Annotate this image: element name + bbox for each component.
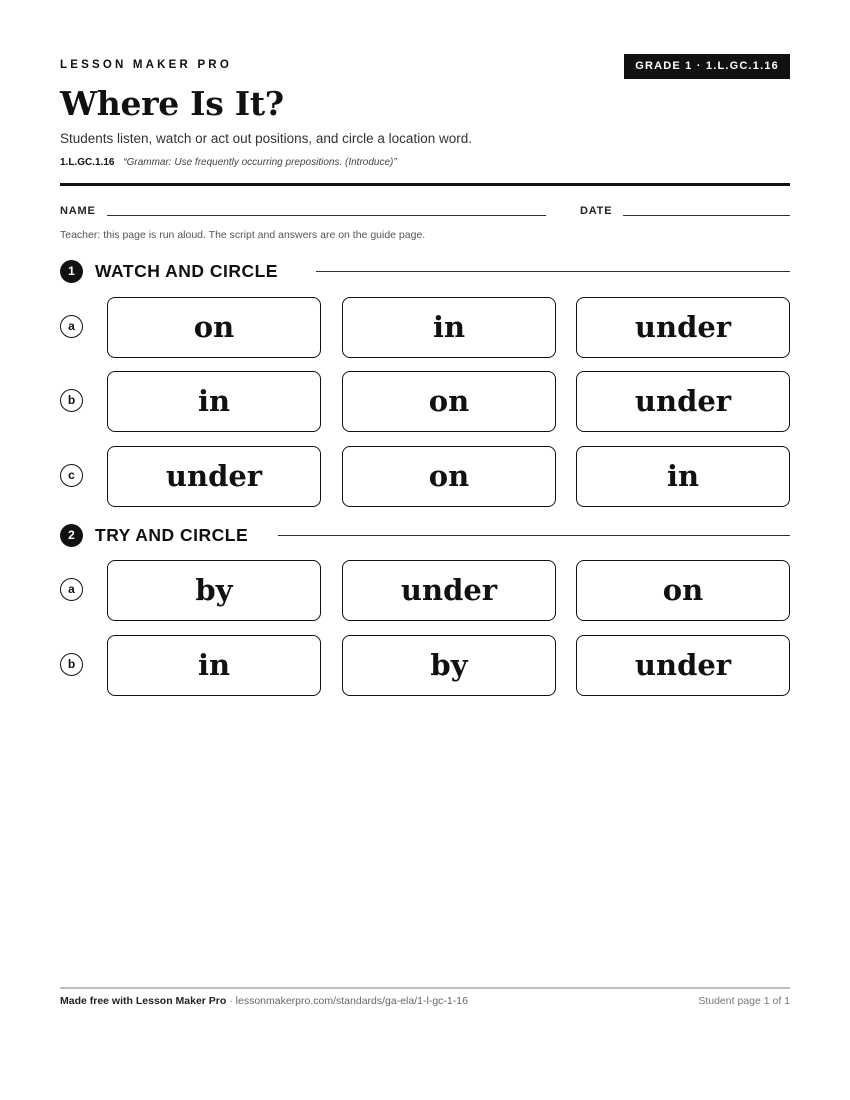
word-choice[interactable]: under: [342, 560, 556, 621]
name-label: NAME: [60, 205, 96, 217]
section-rule: [278, 535, 790, 536]
standard-line: [60, 157, 397, 168]
question-row: [60, 635, 790, 697]
section-title: TRY AND CIRCLE: [95, 525, 260, 546]
footer-credit: [60, 995, 468, 1007]
question-row: [60, 371, 790, 433]
word-choice[interactable]: in: [107, 371, 321, 432]
row-letter: c: [60, 464, 83, 487]
word-choice[interactable]: on: [342, 371, 556, 432]
worksheet-page: [60, 0, 790, 1100]
row-letter: b: [60, 653, 83, 676]
word-choice[interactable]: on: [342, 446, 556, 507]
section-try-and-circle: [60, 524, 790, 548]
page-title: Where Is It?: [60, 84, 284, 123]
word-choice[interactable]: in: [342, 297, 556, 358]
section-title: WATCH AND CIRCLE: [95, 261, 290, 282]
section-number: 2: [60, 524, 83, 547]
footer-divider: [60, 987, 790, 989]
page-subtitle: Students listen, watch or act out positions, and circle a location word.: [60, 131, 472, 146]
name-field-line[interactable]: [107, 215, 546, 216]
footer-made-with: Made free with Lesson Maker Pro: [60, 995, 227, 1007]
word-choice[interactable]: on: [576, 560, 790, 621]
word-choice[interactable]: under: [107, 446, 321, 507]
section-number: 1: [60, 260, 83, 283]
word-choice[interactable]: by: [107, 560, 321, 621]
section-watch-and-circle: [60, 260, 790, 284]
word-choice[interactable]: by: [342, 635, 556, 696]
teacher-note: Teacher: this page is run aloud. The script and answers are on the guide page.: [60, 229, 426, 241]
header-divider: [60, 183, 790, 186]
standard-code: 1.L.GC.1.16: [60, 157, 115, 168]
word-choice[interactable]: under: [576, 297, 790, 358]
row-letter: a: [60, 315, 83, 338]
word-choice[interactable]: under: [576, 371, 790, 432]
row-letter: b: [60, 389, 83, 412]
brand-name: LESSON MAKER PRO: [60, 59, 232, 71]
word-choice[interactable]: in: [107, 635, 321, 696]
question-row: [60, 297, 790, 359]
question-row: [60, 560, 790, 622]
date-label: DATE: [580, 205, 613, 217]
standard-description: “Grammar: Use frequently occurring prepositions. (Introduce)”: [123, 157, 397, 168]
date-field-line[interactable]: [623, 215, 790, 216]
question-row: [60, 446, 790, 508]
footer-url-link[interactable]: · lessonmakerpro.com/standards/ga-ela/1-l-gc-1-16: [226, 995, 468, 1007]
section-rule: [316, 271, 790, 272]
word-choice[interactable]: in: [576, 446, 790, 507]
footer-page-number: Student page 1 of 1: [698, 995, 790, 1007]
row-letter: a: [60, 578, 83, 601]
word-choice[interactable]: under: [576, 635, 790, 696]
word-choice[interactable]: on: [107, 297, 321, 358]
grade-badge: GRADE 1 · 1.L.GC.1.16: [624, 54, 790, 79]
